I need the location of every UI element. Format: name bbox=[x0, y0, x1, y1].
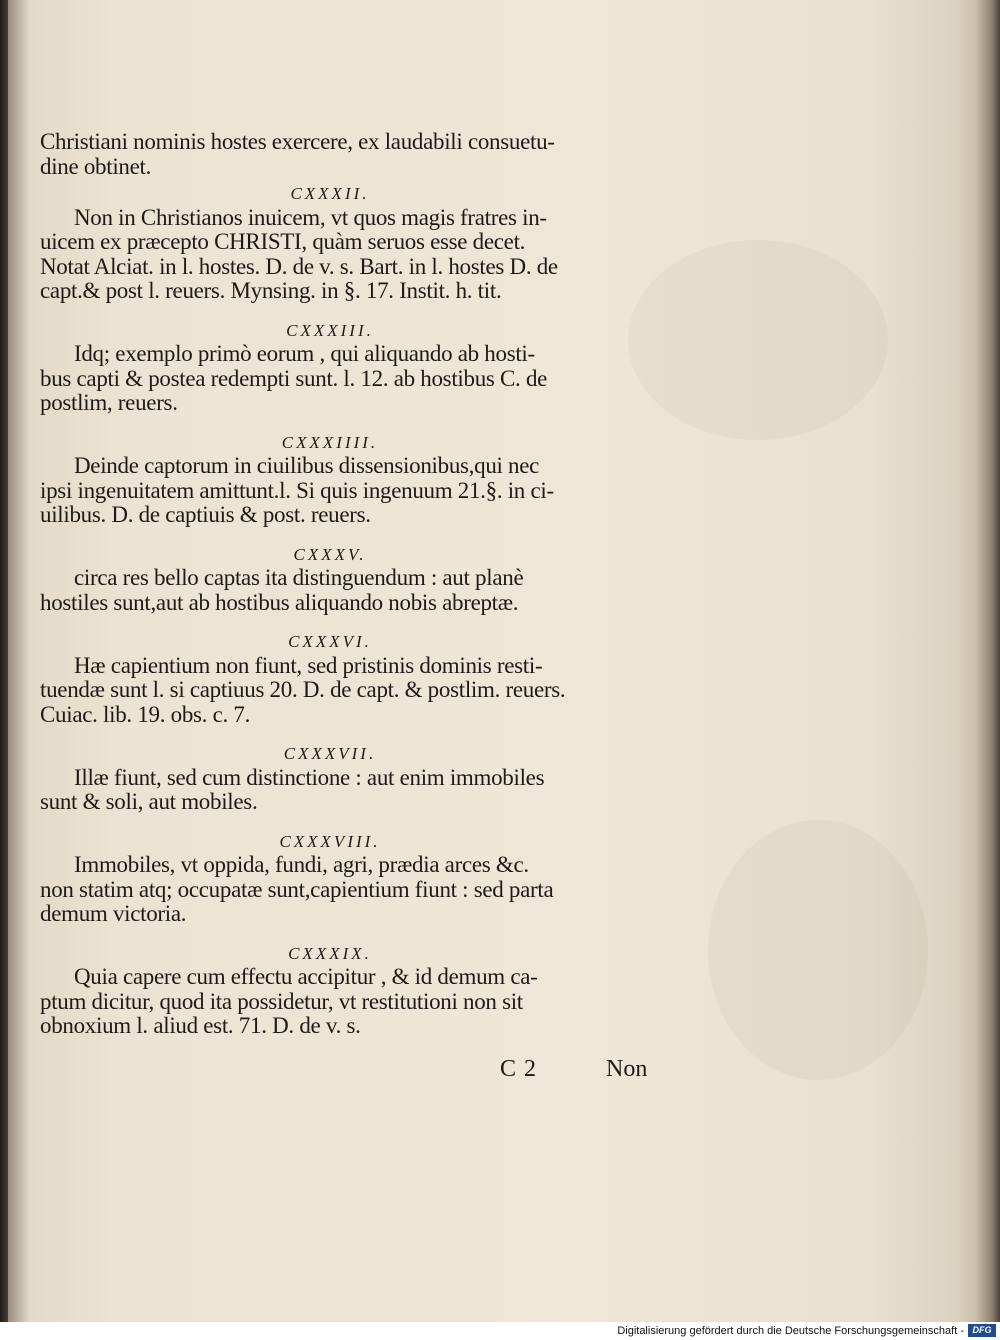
text-line: Immobiles, vt oppida, fundi, agri, prædia arces &c. bbox=[74, 852, 529, 877]
text-line: postlim, reuers. bbox=[40, 390, 178, 415]
text-line: uicem ex præcepto CHRISTI, quàm seruos esse decet. bbox=[40, 229, 526, 254]
book-spine-edge bbox=[0, 0, 8, 1322]
text-line: Christiani nominis hostes exercere, ex laudabili consuetu- bbox=[40, 129, 555, 154]
text-line: hostiles sunt,aut ab hostibus aliquando nobis abreptæ. bbox=[40, 589, 519, 615]
text-line: Hæ capientium non fiunt, sed pristinis dominis resti- bbox=[74, 652, 543, 678]
text-line: capt.& post l. reuers. Mynsing. in §. 17. Instit. h. tit. bbox=[40, 278, 502, 303]
section-number: CXXXV. bbox=[293, 544, 367, 564]
text-line: dine obtinet. bbox=[40, 153, 152, 179]
text-line: demum victoria. bbox=[40, 901, 187, 926]
text-line: bus capti & postea redempti sunt. l. 12. ab hostibus C. de bbox=[40, 365, 548, 391]
text-line: Cuiac. lib. 19. obs. c. 7. bbox=[40, 701, 251, 727]
dfg-logo-icon: DFG bbox=[968, 1324, 996, 1337]
text-line: circa res bello captas ita distinguendum : aut planè bbox=[74, 565, 524, 590]
text-line: Non in Christianos inuicem, vt quos magis fratres in- bbox=[74, 204, 547, 230]
signature-mark: C 2 bbox=[500, 1056, 538, 1082]
section-number: CXXXIIII. bbox=[281, 432, 379, 452]
text-line: ptum dicitur, quod ita possidetur, vt restitutioni non sit bbox=[40, 988, 523, 1014]
text-line: Notat Alciat. in l. hostes. D. de v. s. Bart. in l. hostes D. de bbox=[40, 253, 558, 279]
binding-shadow bbox=[8, 0, 30, 1322]
text-line: non statim atq; occupatæ sunt,capientium fiunt : sed parta bbox=[40, 876, 554, 902]
page-edge bbox=[960, 0, 1000, 1322]
text-line: tuendæ sunt l. si captiuus 20. D. de capt. & postlim. reuers. bbox=[40, 677, 566, 702]
text-line: Idq; exemplo primò eorum , qui aliquando ab hosti- bbox=[74, 341, 535, 366]
text-line: uilibus. D. de captiuis & post. reuers. bbox=[40, 502, 371, 527]
text-line: Illæ fiunt, sed cum distinctione : aut enim immobiles bbox=[74, 764, 545, 790]
catchword: Non bbox=[606, 1056, 648, 1082]
section-number: CXXXVI. bbox=[288, 632, 372, 651]
text-line: obnoxium l. aliud est. 71. D. de v. s. bbox=[40, 1013, 361, 1038]
text-line: sunt & soli, aut mobiles. bbox=[40, 789, 258, 814]
text-line: ipsi ingenuitatem amittunt.l. Si quis ingenuum 21.§. in ci- bbox=[40, 477, 554, 503]
paper-stain bbox=[708, 820, 928, 1080]
section-number: CXXXIX. bbox=[288, 943, 372, 963]
page-text bbox=[40, 130, 680, 1039]
section-number: CXXXII. bbox=[290, 184, 370, 203]
text-line: Deinde captorum in ciuilibus dissensionibus,qui nec bbox=[74, 453, 540, 478]
text-line: Quia capere cum effectu accipitur , & id demum ca- bbox=[74, 964, 538, 989]
footer-credit: Digitalisierung gefördert durch die Deutsche Forschungsgemeinschaft - bbox=[617, 1325, 964, 1337]
section-number: CXXXVIII. bbox=[279, 831, 381, 851]
section-number: CXXXVII. bbox=[283, 744, 377, 763]
section-number: CXXXIII. bbox=[286, 320, 374, 340]
